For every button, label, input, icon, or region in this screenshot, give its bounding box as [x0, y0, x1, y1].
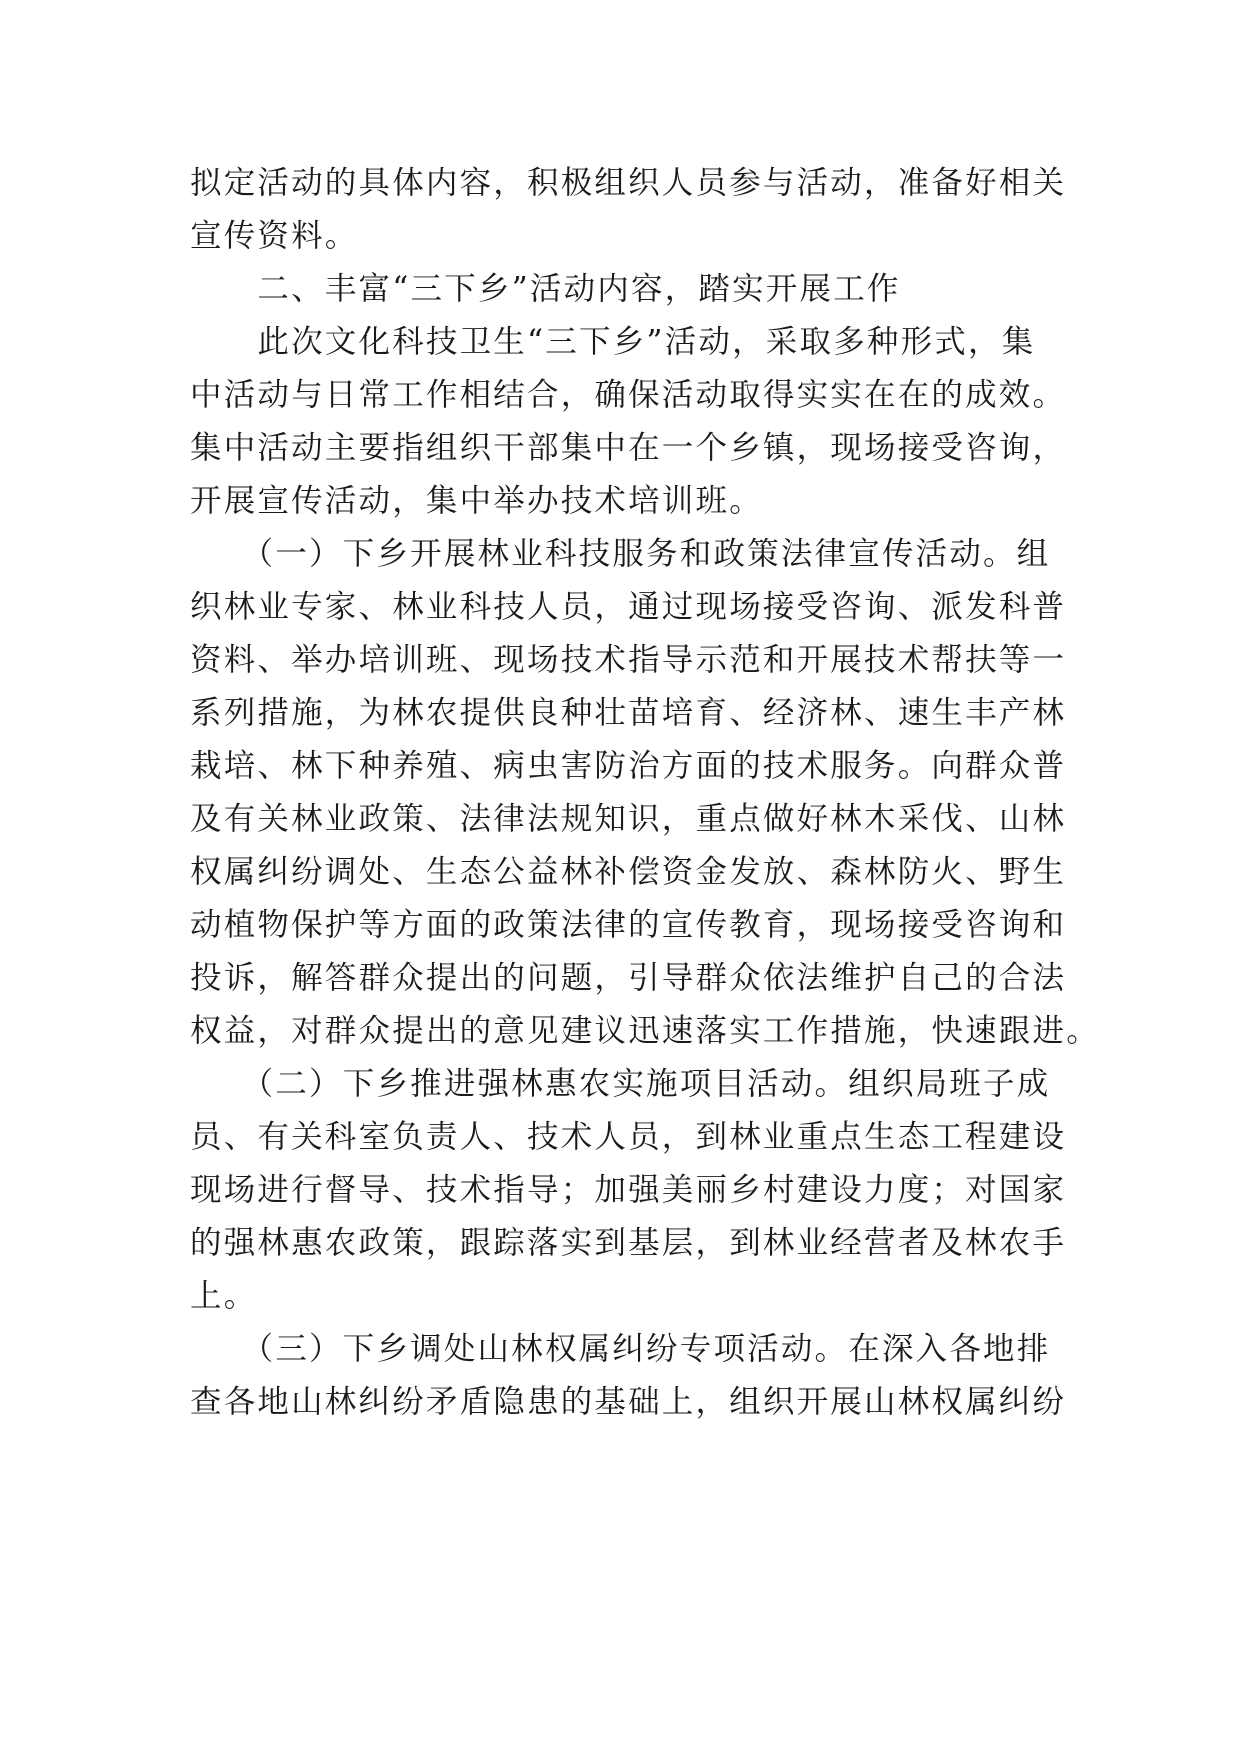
text-line: （二）下乡推进强林惠农实施项目活动。组织局班子成 — [190, 1066, 1051, 1102]
text-line: （一）下乡开展林业科技服务和政策法律宣传活动。组 — [190, 536, 1051, 572]
text-line: 系列措施，为林农提供良种壮苗培育、经济林、速生丰产林 — [190, 695, 1067, 731]
text-line: 权属纠纷调处、生态公益林补偿资金发放、森林防火、野生 — [190, 854, 1067, 890]
text-line: 员、有关科室负责人、技术人员，到林业重点生态工程建设 — [190, 1119, 1067, 1155]
text-line: 查各地山林纠纷矛盾隐患的基础上，组织开展山林权属纠纷 — [190, 1384, 1067, 1420]
text-line: 投诉，解答群众提出的问题，引导群众依法维护自己的合法 — [190, 960, 1067, 996]
text-line: 织林业专家、林业科技人员，通过现场接受咨询、派发科普 — [190, 589, 1067, 625]
text-line: 宣传资料。 — [190, 218, 359, 254]
text-line: 开展宣传活动，集中举办技术培训班。 — [190, 483, 763, 519]
text-line: 拟定活动的具体内容，积极组织人员参与活动，准备好相关 — [190, 165, 1067, 201]
text-line: 现场进行督导、技术指导；加强美丽乡村建设力度；对国家 — [190, 1172, 1067, 1208]
text-line: 栽培、林下种养殖、病虫害防治方面的技术服务。向群众普 — [190, 748, 1067, 784]
text-line: 上。 — [190, 1278, 258, 1314]
text-line: 中活动与日常工作相结合，确保活动取得实实在在的成效。 — [190, 377, 1067, 413]
text-line: 权益，对群众提出的意见建议迅速落实工作措施，快速跟进。 — [190, 1013, 1100, 1049]
text-line: 及有关林业政策、法律法规知识，重点做好林木采伐、山林 — [190, 801, 1067, 837]
text-line: 资料、举办培训班、现场技术指导示范和开展技术帮扶等一 — [190, 642, 1067, 678]
text-line: 集中活动主要指组织干部集中在一个乡镇，现场接受咨询， — [190, 430, 1067, 466]
text-line: （三）下乡调处山林权属纠纷专项活动。在深入各地排 — [190, 1331, 1051, 1367]
text-line: 的强林惠农政策，跟踪落实到基层，到林业经营者及林农手 — [190, 1225, 1067, 1261]
text-line: 此次文化科技卫生“三下乡”活动，采取多种形式，集 — [190, 324, 1036, 360]
text-line: 动植物保护等方面的政策法律的宣传教育，现场接受咨询和 — [190, 907, 1067, 943]
section-heading: 二、丰富“三下乡”活动内容，踏实开展工作 — [190, 271, 901, 307]
